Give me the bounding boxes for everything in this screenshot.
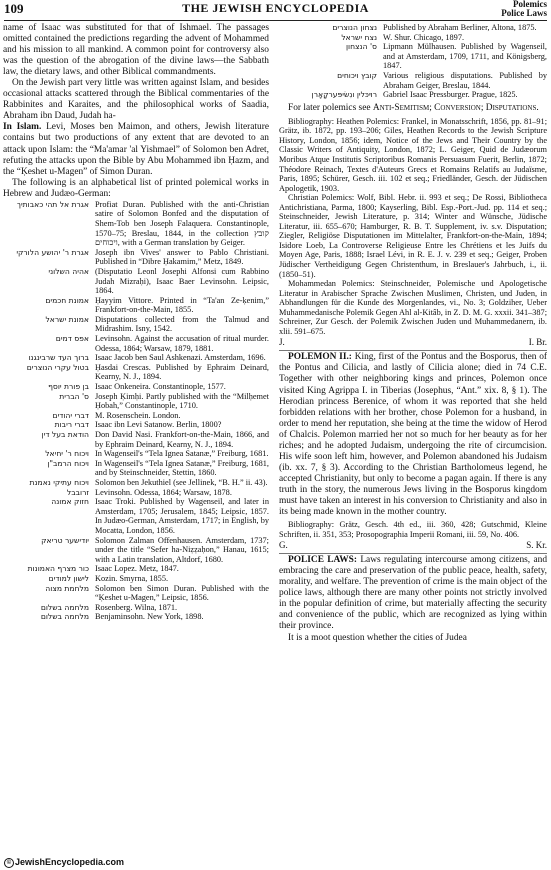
signature: J. I. Br. [279,337,547,348]
list-item [3,612,269,622]
hebrew-title: הודאת בעל דין [41,430,89,439]
paragraph: name of Isaac was substituted for that of Ishmael. The passages omitted contained the predictions regarding the advent of Mohammed and his mission to all mankind. A common point for controversy also was the question of the abrogation of the divine laws—the Sabbath law, the dietary laws, and other Biblical commandments. [3,23,269,78]
hebrew-title: בטול עקרי הנוצרים [26,362,89,372]
page-header [4,0,547,21]
hebrew-title: מלחמה בשלום [40,612,89,622]
site-footer [4,857,124,868]
page-number: 109 [4,1,24,16]
hebrew-title: מלחמה בשלום [40,602,89,612]
site-name[interactable]: JewishEncyclopedia.com [15,857,125,868]
hebrew-title: אהיה השלוני [48,266,89,276]
hebrew-title: אגרת ר' יהושע הלורקי [16,247,89,257]
work-description: Joseph Ḳimḥi. Partly published with the “Milḥemet Ḥobah,” Constantinople, 1710. [95,391,269,411]
work-description: Benjaminsohn. New York, 1898. [95,612,204,622]
article-text: Laws regulating intercourse among citizens, and embracing the care and preservation of the public peace, health, safety, morality, and welfare. The prevention of crime is the main object of the police laws, although there are many other points not strictly involved in the popular definition of crime, but materially affecting the security and convenience of the public, which are recognized as lying within their province. [279,555,547,632]
hebrew-title: ויכוח ר' יחיאל [45,449,89,459]
hebrew-title: חזוק אמונה [51,497,89,507]
copyright-icon: © [4,858,14,868]
paragraph: It is a moot question whether the cities of Judea [288,632,467,643]
work-description: Don David Nasi. Frankfort-on-the-Main, 1866, and by Ephraim Deinard, Kearny, N. J., 1894. [95,430,269,449]
list-item [3,334,269,353]
work-description: M. Rosenschein. London. [95,410,181,420]
hebrew-title: יודישער טריאק [41,535,89,545]
list-item [3,574,269,584]
work-description: In Wagenseil's “Tela Ignea Satanæ,” Freiburg, 1681, and by Steinschneider, Stettin, 1860. [95,458,269,478]
work-description: Solomon ben Jekuthiel (see Jellinek, “B. H.” ii. 43). [95,477,268,487]
list-item [3,584,269,603]
paragraph: On the Jewish part very little was written against Islam, and besides occasional attacks scattered through the Biblical commentaries of the Rabbinites and Karaites, and the philosophical works of Saadia, Abraham ibn Daud, Judah ha- [3,78,269,122]
work-description: In Wagenseil's “Tela Ignea Satanæ,” Freiburg, 1681. [95,449,269,459]
list-item [3,353,269,363]
running-head-line1: Polemics [513,0,547,9]
bibliography-christian: Christian Polemics: Wolf, Bibl. Hebr. ii. 993 et seq.; De Rossi, Bibliotheca Antichristiana, Parma, 1800; Kayserling, Bibl. Esp.-Port.-Jud. pp. 114 et seq.; Steinschneider, Jewish Literature, p. 314; Winter and Wünsche, Jüdische Literatur, iii. 655–670; Hamburger, R. B. T. Supplement, iv. s.v. Disputation; Ziegler, Religiöse Disputationen im Mittelalter, Frankfort-on-the-Main, 1894; Isidore Loeb, La Controverse Religieuse Entre les Chrétiens et les Juifs du Moyen Age, Paris, 1888; Israel Lévi, in R. E. J. v. 239 et seq.; Geiger, Proben Jüdischer Vertheidigung Gegen Christenthum, in Breslauer's Jahrbuch, i., ii. (1850–51). [279,193,547,279]
list-item [3,564,269,574]
hebrew-title: ס' הנצחון [345,42,377,52]
hebrew-title: מלחמת מצוה [45,583,89,593]
bibliography-mohammedan: Mohammedan Polemics: Steinschneider, Polemische und Apologetische Literatur in Arabischer Sprache Zwischen Muslimen, Christen, und Juden, in Abhandlungen für die Kunde des Morgenlandes, vi., No. 3; Goldziher, Ueber Muhammedanische Polemik Gegen Ahl al-Kitâb, in Z. D. M. G. xxxii. 341–387; Schreiner, Zur Gesch. der Polemik Zwischen Juden und Muhammedanern, ib. xlii. 591–675. [279,279,547,336]
hebrew-title: אגרת אל תהי כאבותיך [16,199,89,209]
hebrew-title: דברי יהודים [52,410,89,420]
work-description: Ḥasdai Crescas. Published by Ephraim Deinard, Kearny, N. J., 1894. [95,362,269,382]
list-item [3,411,269,421]
hebrew-title: ויכוח עתיקי נאמנת [29,477,89,487]
right-column [279,23,547,852]
list-item [3,382,269,392]
article-heading: POLICE LAWS: [288,555,357,566]
hebrew-title: קובץ ויכוחים [337,70,377,80]
see-also-prefix: For later polemics see [288,102,371,113]
work-description: Levinsohn. Against the accusation of ritual murder. Odessa, 1864; Warsaw, 1879, 1881. [95,334,269,353]
work-description: Isaac Lopez. Metz, 1847. [95,564,179,574]
work-description: Ḥayyim Vittore. Printed in “Ta'an Ze-ḳenim,” Frankfort-on-the-Main, 1855. [95,295,269,315]
running-title: THE JEWISH ENCYCLOPEDIA [182,1,369,15]
polemic-works-list-continued [279,23,547,100]
left-column [3,23,269,852]
hebrew-title: ס' הברית [59,391,89,401]
article-text: King, first of the Pontus and the Bosporus, then of the Pontus and Cilicia, and lastly of Cilicia alone; died in 74 C.E. Together with other neighboring kings and princes, Polemon once visited King Agrippa I. in Tiberias (Josephus, “Ant.” xix. 8, § 1). The Herodian princess Berenice, of whom it was reported that she held forbidden relations with her brother, chose Polemon for a husband, in order to mend her reputation, she being at the time the widow of Herod of Chalcis. Polemon married her not so much for her beauty as for her riches; and he adopted Judaism, undergoing the rite of circumcision. His wife soon left him, however, and Polemon abandoned his Judaism (ib. xx. 7, § 3). According to the Christian Bartholomeus legend, he accepted Christianity, but only to become a pagan again. If there is any truth in the story, the numerous Jews living in the Bosporus kingdom must have taken an interest in his conversion to Christianity and also in its being made known in the mother country. [279,352,547,518]
hebrew-title: רוּיכּלין ונִשׂיפּערקָאָרן [311,90,377,100]
list-item [3,430,269,449]
list-item [279,71,547,90]
hebrew-title: אפס דמים [55,334,89,344]
list-item [3,420,269,430]
work-description: Lipmann Mülhausen. Published by Wagenseil, and at Amsterdam, 1709, 1711, and Königsberg, 1847. [383,42,547,71]
hebrew-title: לישון למודים [48,573,89,583]
work-description: Isaac Jacob ben Saul Ashkenazi. Amsterdam, 1696. [95,353,266,363]
work-description: Levinsohn. Odessa, 1864; Warsaw, 1878. [95,487,232,497]
work-description: Joseph ibn Vives' answer to Pablo Christiani. Published in “Dibre Ḥakamim,” Metz, 1849. [95,247,269,267]
work-description: W. Shur. Chicago, 1897. [383,32,465,42]
list-item [3,478,269,488]
work-description: Published by Abraham Berliner, Altona, 1875. [383,23,537,32]
polemic-works-list [3,200,269,622]
work-description: Rosenberg. Wilna, 1871. [95,602,178,612]
hebrew-title: ברוך העד שרבינגנו [28,353,89,363]
hebrew-title: נצחון הנוצרים [332,23,377,32]
work-description: Profiat Duran. Published with the anti-Christian satire of Solomon Bonfed and the disputation of Shem-Tob ben Joseph Falaquera. Constantinople, 1570–75; Breslau, 1844, in the collection קובץ ויכוחים, with a German translation by Geiger. [95,199,269,248]
list-item [3,296,269,315]
list-item [3,603,269,613]
work-description: Isaac Onkeneira. Constantinople, 1577. [95,382,226,392]
work-description: Various religious disputations. Published by Abraham Geiger, Breslau, 1844. [383,70,547,90]
paragraph: The following is an alphabetical list of printed polemical works in Hebrew and Judæo-German: [3,177,269,199]
list-item [3,267,269,296]
work-description: Gabriel Isaac Pressburger. Prague, 1825. [383,90,518,100]
list-item [3,488,269,498]
hebrew-title: ויכוח הרמב"ן [47,458,89,468]
list-item [3,392,269,411]
list-item [279,33,547,43]
work-description: Isaac ibn Levi Satanow. Berlin, 1800? [95,420,222,430]
work-description: Kozin. Smyrna, 1855. [95,573,169,583]
hebrew-title: זרובבל [66,487,89,497]
see-also [279,103,547,114]
list-item [3,363,269,382]
list-item [3,459,269,478]
list-item [279,90,547,100]
paragraph-continuation: Levi, Moses ben Maimon, and others, Jewish literature contains but two productions of any extent that are devoted to an attack upon Islam: the “Ma'amar 'al Yishmael” of Solomon ben Adret, refuting the attacks upon the Bible by Abu Mohammed ibn Ḥazm, and the “Ḳeshet u-Magen” of Simon Duran. [3,122,269,177]
list-item [279,23,547,33]
running-head-line2: Police Laws [501,8,547,18]
work-description: (Disputatio Leonl Josephi Alfonsi cum Rabbino Judah Mizraḥi), Isaac Baer Levinsohn. Leipsic, 1864. [95,266,269,296]
running-head-right [501,0,547,18]
hebrew-title: אמונת ישראל [45,314,89,324]
list-item [3,200,269,248]
see-also-links[interactable]: Anti-Semitism; Conversion; Disputations. [372,102,539,113]
article-police-laws [279,553,547,632]
hebrew-title: דברי ריבות [54,420,89,430]
list-item [3,497,269,535]
article-heading: POLEMON II.: [288,352,352,363]
hebrew-title: בן פורת יוסף [48,382,89,392]
work-description: Disputations collected from the Talmud and Midrashim. Isny, 1542. [95,314,269,334]
article-polemon [279,350,547,518]
hebrew-title: נצח ישראל [341,32,377,42]
bibliography-heathen: Bibliography: Heathen Polemics: Frankel, in Monatsschrift, 1856, pp. 81–91; Grätz, ib. 1872, pp. 193–206; Giles, Heathen Records to the Jewish Scripture History, London, 1856; idem, Notice of the Jews and Their Country by the Classic Writers of Antiquity, London, 1872; L. Geiger, Quid de Judæorum Moribus Atque Institutis Scriptoribus Romanis Persuasum Fuerit, Berlin, 1872; Théodore Reinach, Textes d'Auteurs Grecs et Romains Relatifs au Judaïsme, Paris, 1895; Schürer, Gesch. iii. 102 et seq.; Friedländer, Gesch. der Jüdischen Apologetik, 1903. [279,116,547,193]
list-item [3,536,269,565]
bibliography-polemon: Bibliography: Grätz, Gesch. 4th ed., iii. 360, 428; Gutschmid, Kleine Schriften, ii. 351, 353; Prosopographia Imperii Romani, iii. 59, No. 406. [279,520,547,539]
list-item [3,248,269,267]
work-description: Solomon ben Simon Duran. Published with the “Ḳeshet u-Magen,” Leipsic, 1856. [95,583,269,603]
hebrew-title: אמונת חכמים [45,295,89,305]
list-item [279,42,547,71]
paragraph [3,122,269,177]
side-heading: In Islam. [3,122,42,133]
hebrew-title: כור מצרף האמונות [27,564,89,574]
list-item [3,449,269,459]
work-description: Isaac Troki. Published by Wagenseil, and later in Amsterdam, 1705; Jerusalem, 1845; Leipsic, 1857. In Judæo-German, Amsterdam, 1717; in English, by Mocatta, London, 1856. [95,497,269,535]
work-description: Solomon Zalman Offenhausen. Amsterdam, 1737; under the title “Sefer ha-Niẓẓaḥon,” Hanau, 1615; with a Latin translation, Altdorf, 1680. [95,535,269,564]
signature: G. S. Kr. [279,540,547,551]
list-item [3,315,269,334]
